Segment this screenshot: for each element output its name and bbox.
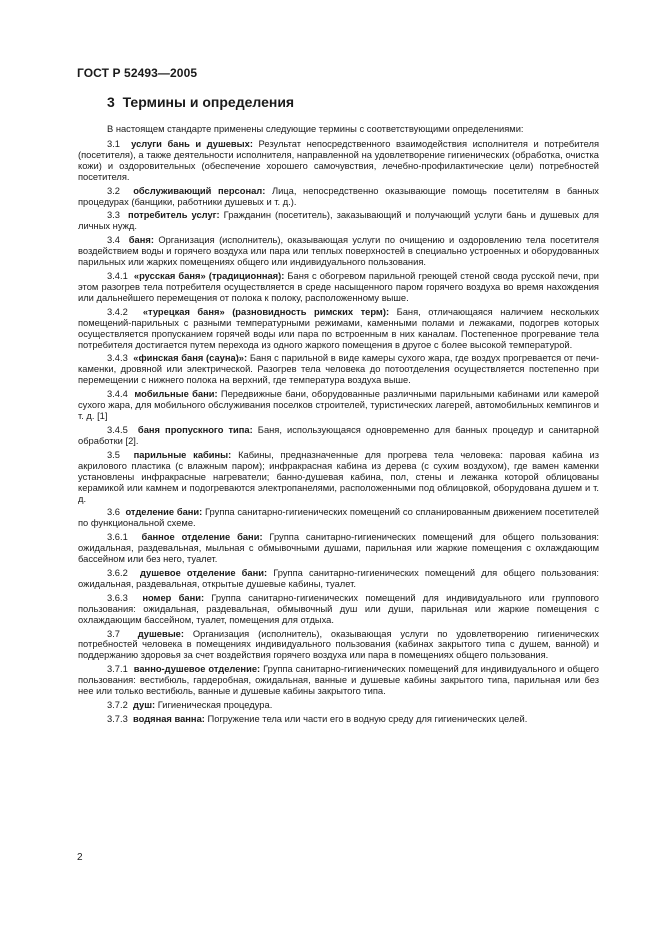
term-name: услуги бань и душевых: (131, 138, 253, 149)
term-number: 3.4.3 (107, 353, 128, 364)
term-entry (78, 532, 599, 565)
term-definition: Погружение тела или части его в водную среду для гигиенических целей. (204, 713, 528, 724)
term-name: отделение бани: (125, 507, 203, 518)
term-name: парильные кабины: (133, 449, 232, 460)
term-name: потребитель услуг: (128, 210, 220, 221)
term-entry (78, 139, 599, 183)
term-entry (78, 389, 599, 422)
term-entry (78, 210, 599, 232)
term-entry (78, 271, 599, 304)
term-definition: Результат непосредственного взаимодействия исполнителя и потребителя (посетителя), а также деятельности исполнителя, направленной на удовлетворение гигиенических (обработка, очистка кожи) и оздоровительных (обеспечение хорошего самочувствия, лечебно-профилактические цели) потребностей посетителя. (78, 138, 600, 182)
term-definition: Группа санитарно-гигиенических помещений для индивидуального и общего пользования: вестибюль, гардеробная, ожидальная, ванные и душевые кабины закрытого типа, парильная или без нее или только вестибюль, ванные и душевые кабины закрытого типа. (78, 664, 600, 697)
term-entry (78, 353, 599, 386)
term-name: баня: (128, 235, 154, 246)
term-definition: Организация (исполнитель), оказывающая услуги по удовлетворению гигиенических потребностей человека в помещениях индивидуального пользования (кабинах закрытого типа с душем, ванной) и поддержанию здоровья за счет воздействия горячего воздуха или пара в помещениях общего пользования. (78, 628, 599, 661)
term-entry (78, 186, 599, 208)
intro-paragraph: В настоящем стандарте применены следующие термины с соответствующими определениями: (107, 124, 524, 134)
term-name: душевое отделение бани: (140, 567, 268, 578)
term-number: 3.6.1 (107, 532, 128, 543)
term-entry (78, 593, 599, 626)
term-number: 3.4.2 (107, 306, 128, 317)
term-name: мобильные бани: (134, 389, 218, 400)
term-number: 3.1 (107, 138, 120, 149)
term-number: 3.6 (107, 507, 120, 518)
term-definition: Группа санитарно-гигиенических помещений для индивидуального или группового пользования: ожидальная, раздевальная, обмывочный душ или души, парильная или жаркие помещения с охлаждающим бассейном, туалет, помещения для отдыха. (78, 592, 599, 625)
term-definition: Гражданин (посетитель), заказывающий и получающий услуги бань и душевых для личных нужд. (78, 210, 599, 232)
term-name: банное отделение бани: (141, 532, 263, 543)
term-entry (78, 235, 599, 268)
term-name: «турецкая баня» (разновидность римских терм): (142, 306, 390, 317)
page-number: 2 (77, 852, 83, 863)
term-definition: Передвижные бани, оборудованные различными парильными кабинами или камерой сухого жара, для мобильного обслуживания поселков строителей, туристических лагерей, автомобильных кемпингов и т. д. [1] (78, 389, 599, 422)
term-entry (78, 714, 599, 725)
term-name: водяная ванна: (133, 713, 205, 724)
term-number: 3.4.1 (107, 271, 128, 281)
term-entry (78, 507, 599, 529)
term-number: 3.7 (107, 628, 120, 639)
term-name: «финская баня (сауна)»: (133, 353, 248, 364)
term-entry (78, 307, 599, 351)
term-name: обслуживающий персонал: (133, 185, 266, 196)
term-definition: Лица, непосредственно оказывающие помощь посетителям в банных процедурах (банщики, работники душевых и т. д.). (78, 185, 599, 207)
term-number: 3.2 (107, 185, 120, 196)
term-name: баня пропускного типа: (137, 424, 253, 435)
term-definition: Баня, отличающаяся наличием нескольких помещений-парильных с разными температурными режимами, каменными полами и лежаками, подогрев которых осуществляется пропусканием горячей воды или пара по встроенным в них каналам. Постепенное прогревание тела потребителя достигается путем перехода из одного жаркого помещения в другое с более высокой температурой. (78, 306, 600, 350)
term-definition: Баня с парильной в виде камеры сухого жара, где воздух прогревается от печи-каменки, дровяной или электрической. Разогрев тела человека до потоотделения осуществляется постепенно при перемещении с нижнего полока на верхний, где температура воздуха выше. (78, 353, 599, 386)
standard-header: ГОСТ Р 52493—2005 (77, 66, 198, 80)
term-definition: Кабины, предназначенные для прогрева тела человека: паровая кабина из акрилового пластика (с влажным паром); инфракрасная кабина из дерева (с сухим воздухом), где вамен каменки установлены инфракрасные нагреватели; банно-душевая кабина, пол, стены и лежанка которой облицованы керамикой или камнем и подогреваются электропанелями, расположенными под облицовкой, оборудована душем и т. д. (78, 449, 600, 504)
term-definition: Группа санитарно-гигиенических помещений со спланированным движением посетителей по функциональной схеме. (78, 507, 599, 529)
term-definition: Группа санитарно-гигиенических помещений для общего пользования: ожидальная, раздевальная, мыльная с обмывочными душами, парильная или жаркие помещения с охлаждающим бассейном или без него, туалет. (78, 532, 599, 565)
term-definition: Гигиеническая процедура. (155, 700, 273, 710)
document-body (78, 124, 599, 728)
term-entry (78, 664, 599, 697)
term-name: душевые: (137, 628, 184, 639)
term-entry (78, 450, 599, 505)
term-name: душ: (133, 700, 156, 710)
term-definition: Баня с обогревом парильной греющей стеной свода русской печи, при этом разогрев тела потребителя осуществляется в среде насыщенного паром горячего воздуха во время нахождения или дальнейшего перемещения от полока к полоку, расположенному выше. (78, 271, 599, 303)
term-number: 3.6.2 (107, 567, 128, 578)
term-number: 3.6.3 (107, 592, 128, 603)
term-number: 3.7.1 (107, 664, 128, 675)
section-heading (107, 94, 294, 110)
term-definition: Группа санитарно-гигиенических помещений для общего пользования: ожидальная, раздевальная, открытые душевые кабины, туалет. (78, 567, 599, 589)
term-name: номер бани: (142, 592, 205, 603)
term-name: ванно-душевое отделение: (133, 664, 261, 675)
term-entry (78, 629, 599, 662)
section-number: 3 (107, 94, 115, 110)
term-number: 3.3 (107, 210, 120, 221)
term-entry (78, 700, 599, 711)
term-number: 3.4.4 (107, 389, 128, 400)
term-number: 3.4.5 (107, 424, 128, 435)
term-number: 3.7.3 (107, 713, 128, 724)
term-number: 3.4 (107, 235, 120, 246)
term-number: 3.7.2 (107, 700, 128, 710)
term-entry (78, 425, 599, 447)
terms-list (78, 139, 599, 725)
term-entry (78, 568, 599, 590)
section-title: Термины и определения (122, 94, 295, 110)
term-number: 3.5 (107, 449, 120, 460)
term-definition: Баня, использующаяся одновременно для банных процедур и санитарной обработки [2]. (78, 424, 599, 446)
term-definition: Организация (исполнитель), оказывающая услуги по очищению и оздоровлению тела посетителя воздействием воды и горячего воздуха или пара или теплых поверхностей в специально устроенных и оборудованных парильных или жарких помещениях общего или индивидуального пользования. (78, 235, 599, 268)
term-name: «русская баня» (традиционная): (133, 271, 285, 281)
